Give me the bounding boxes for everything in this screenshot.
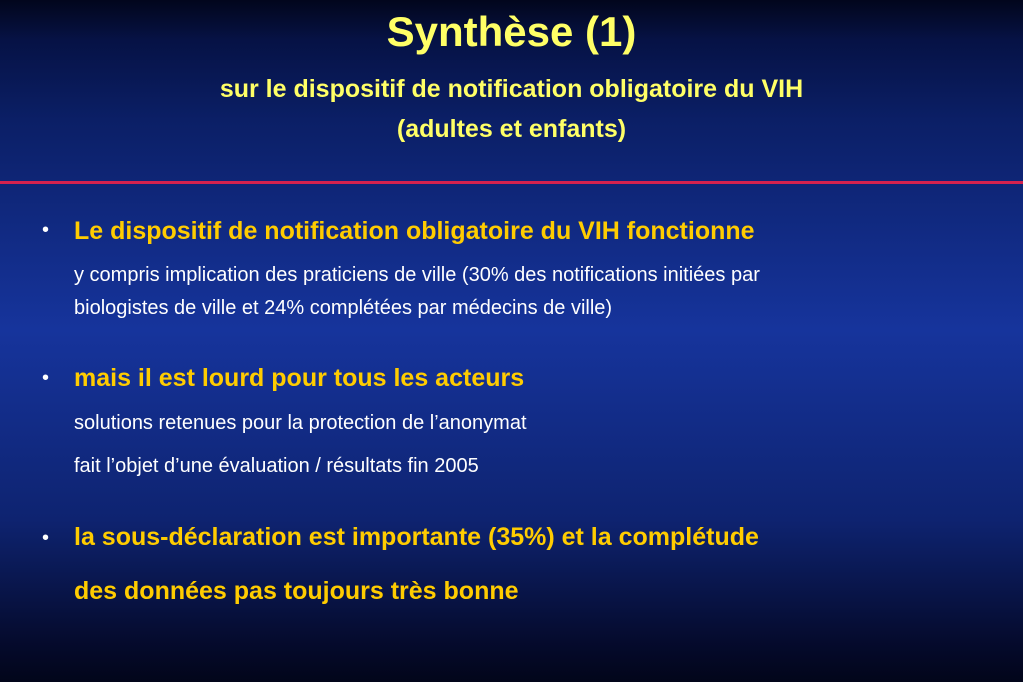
bullet-detail: solutions retenues pour la protection de l’anonymat [74,412,527,434]
bullet-detail: biologistes de ville et 24% complétées par médecins de ville) [74,297,613,319]
bullet-marker: • [42,367,50,389]
bullet-detail: y compris implication des praticiens de ville (30% des notifications initiées par [74,264,760,286]
slide-subtitle-line1: sur le dispositif de notification obligatoire du VIH [219,75,804,103]
slide-subtitle-line2: (adultes et enfants) [396,115,627,143]
title-divider [0,181,1023,184]
bullet-detail: fait l’objet d’une évaluation / résultats fin 2005 [74,455,479,477]
bullet-marker: • [42,527,50,549]
bullet-heading: mais il est lourd pour tous les acteurs [74,364,525,392]
bullet-marker: • [42,219,50,241]
bullet-heading-line2: des données pas toujours très bonne [74,577,519,605]
slide-title: Synthèse (1) [386,8,637,55]
bullet-heading: Le dispositif de notification obligatoire du VIH fonctionne [74,217,755,245]
bullet-heading-line1: la sous-déclaration est importante (35%) et la complétude [74,523,759,551]
